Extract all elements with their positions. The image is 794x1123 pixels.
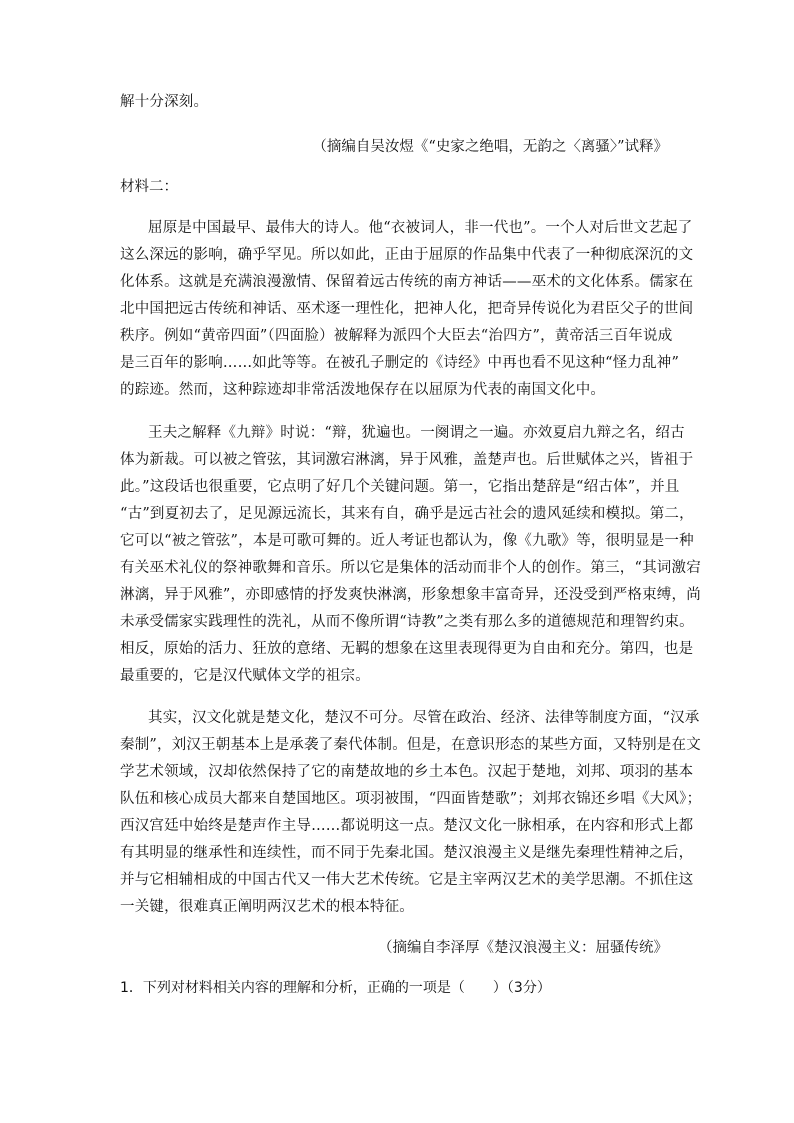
paragraph-line: 有关巫术礼仪的祭神歌舞和音乐。所以它是集体的活动而非个人的创作。第三，“其词激宕 xyxy=(120,560,701,576)
paragraph-line: 未承受儒家实践理性的洗礼，从而不像所谓“诗教”之类有那么多的道德规范和理智约束。 xyxy=(120,614,694,630)
paragraph-line: 此。”这段话也很重要，它点明了好几个关键问题。第一，它指出楚辞是“绍古体”，并且 xyxy=(120,479,680,495)
source-citation-1: （摘编自吴汝煜《“史家之绝唱，无韵之〈离骚〉”试释》 xyxy=(312,139,668,155)
paragraph-line: 秩序。例如“黄帝四面”（四面脸）被解释为派四个大臣去“治四方”，黄帝活三百年说成 xyxy=(120,328,673,344)
paragraph-line: 一关键，很难真正阐明两汉艺术的根本特征。 xyxy=(120,899,414,915)
paragraph-line: 王夫之解释《九辩》时说：“辩，犹遍也。一阕谓之一遍。亦效夏启九辩之名，绍古 xyxy=(148,425,685,441)
paragraph-line: 它可以“被之管弦”，本是可歌可舞的。近人考证也都认为，像《九歌》等，很明显是一种 xyxy=(120,533,694,549)
paragraph-line: 屈原是中国最早、最伟大的诗人。他“衣被词人，非一代也”。一个人对后世文艺起了 xyxy=(148,220,693,236)
paragraph-line: 队伍和核心成员大都来自楚国地区。项羽被围，“四面皆楚歌”；刘邦衣锦还乡唱《大风》； xyxy=(120,791,702,807)
paragraph-line: 化体系。这就是充满浪漫激情、保留着远古传统的南方神话——巫术的文化体系。儒家在 xyxy=(120,274,694,290)
paragraph-line: 这么深远的影响，确乎罕见。所以如此，正由于屈原的作品集中代表了一种彻底深沉的文 xyxy=(120,247,694,263)
intro-tail: 解十分深刻。 xyxy=(120,94,209,110)
paragraph-line: “古”到夏初去了，足见源远流长，其来有自，确乎是远古社会的遗风延续和模拟。第二， xyxy=(120,506,694,522)
paragraph-line: 淋漓，异于风雅”，亦即感情的抒发爽快淋漓，形象想象丰富奇异，还没受到严格束缚，尚 xyxy=(120,587,701,603)
paragraph-line: 最重要的，它是汉代赋体文学的祖宗。 xyxy=(120,668,370,684)
paragraph-line: 并与它相辅相成的中国古代又一伟大艺术传统。它是主宰两汉艺术的美学思潮。不抓住这 xyxy=(120,872,694,888)
paragraph-line: 是三百年的影响……如此等等。在被孔子删定的《诗经》中再也看不见这种“怪力乱神” xyxy=(120,355,680,371)
paragraph-line: 秦制”，刘汉王朝基本上是承袭了秦代体制。但是，在意识形态的某些方面，又特别是在文 xyxy=(120,737,701,753)
paragraph-line: 北中国把远古传统和神话、巫术逐一理性化，把神人化，把奇异传说化为君臣父子的世间 xyxy=(120,301,694,317)
paragraph-line: 学艺术领域，汉却依然保持了它的南楚故地的乡土本色。汉起于楚地，刘邦、项羽的基本 xyxy=(120,764,694,780)
paragraph-line: 体为新裁。可以被之管弦，其词激宕淋漓，异于风雅，盖楚声也。后世赋体之兴，皆祖于 xyxy=(120,452,694,468)
source-citation-2: （摘编自李泽厚《楚汉浪漫主义：屈骚传统》 xyxy=(378,940,668,956)
question-1: 1．下列对材料相关内容的理解和分析，正确的一项是（ ）（3分） xyxy=(120,980,551,996)
paragraph-line: 西汉宫廷中始终是楚声作主导……都说明这一点。楚汉文化一脉相承，在内容和形式上都 xyxy=(120,818,694,834)
paragraph-line: 的踪迹。然而，这种踪迹却非常活泼地保存在以屈原为代表的南国文化中。 xyxy=(120,382,606,398)
material-2-heading: 材料二： xyxy=(120,179,178,195)
paragraph-line: 相反，原始的活力、狂放的意绪、无羁的想象在这里表现得更为自由和充分。第四，也是 xyxy=(120,641,694,657)
paragraph-line: 有其明显的继承性和连续性，而不同于先秦北国。楚汉浪漫主义是继先秦理性精神之后， xyxy=(120,845,694,861)
paragraph-line: 其实，汉文化就是楚文化，楚汉不可分。尽管在政治、经济、法律等制度方面，“汉承 xyxy=(148,710,700,726)
